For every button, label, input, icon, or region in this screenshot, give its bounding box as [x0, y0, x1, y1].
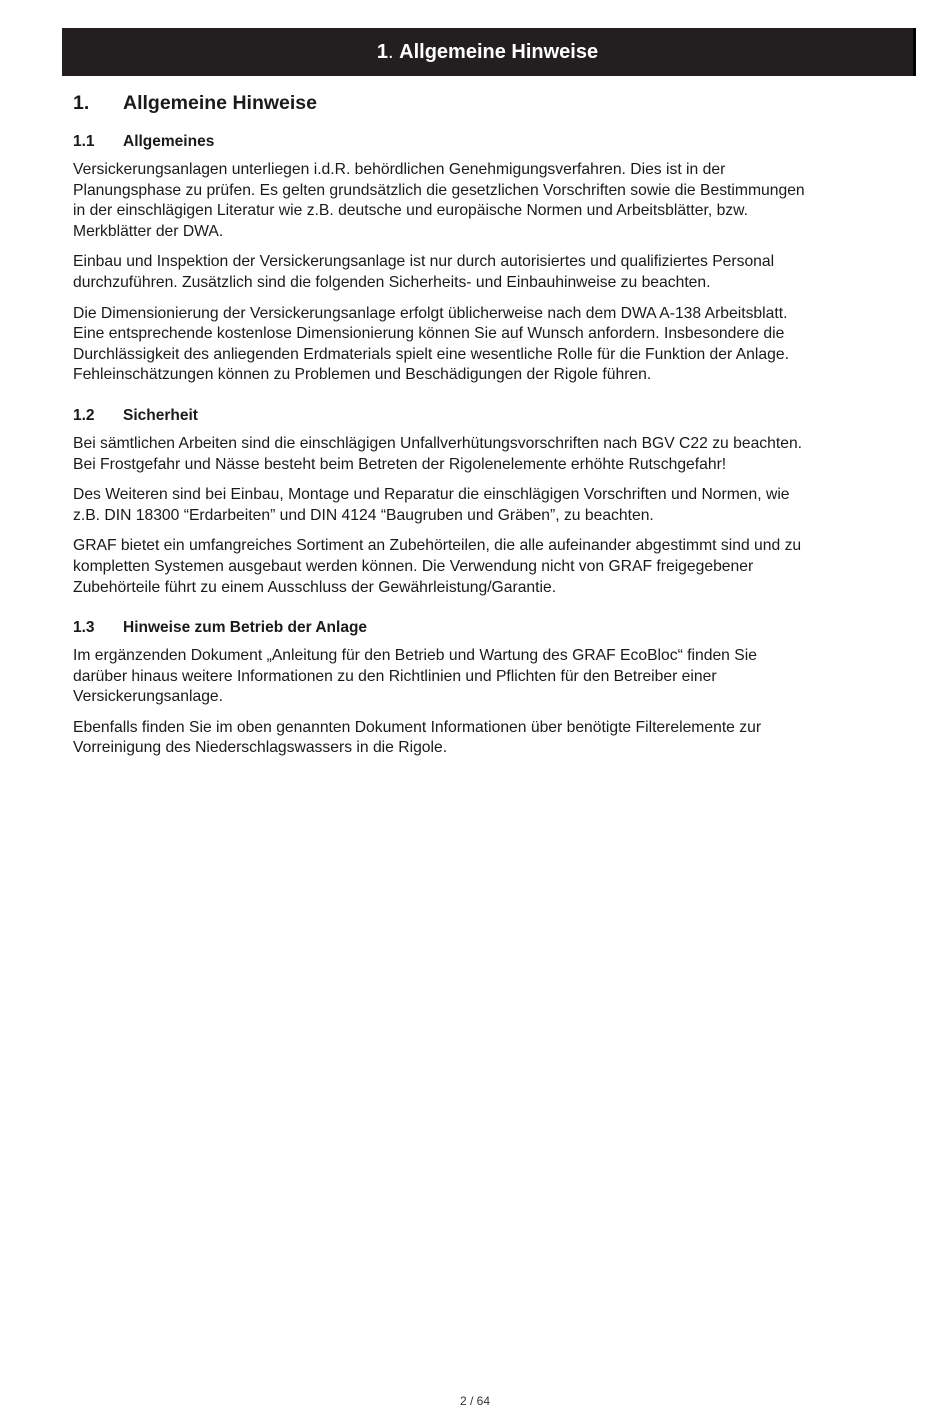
section-sicherheit: [73, 407, 902, 598]
chapter-heading: [73, 92, 902, 115]
section-heading: [73, 407, 902, 425]
paragraph: Versickerungsanlagen unterliegen i.d.R. behördlichen Genehmigungsverfahren. Dies ist in der Planungsphase zu prüfen. Es gelten grundsätzlich die gesetzlichen Vorschriften sowie die Bestimmungen in der einschlägigen Literatur wie z.B. deutsche und europäische Normen und Arbeitsblätter, bzw. Merkblätter der DWA.: [73, 161, 805, 240]
paragraph: Einbau und Inspektion der Versickerungsanlage ist nur durch autorisiertes und qualifiziertes Personal durchzuführen. Zusätzlich sind die folgenden Sicherheits- und Einbauhinweise zu beachten.: [73, 253, 775, 291]
paragraph: GRAF bietet ein umfangreiches Sortiment an Zubehörteilen, die alle aufeinander abgestimmt sind und zu kompletten Systemen ausgebaut werden können. Die Verwendung nicht von GRAF freigegebener Zubehörteile führt zu einem Ausschluss der Gewährleistung/Garantie.: [73, 537, 802, 596]
section-allgemeines: [73, 133, 902, 386]
section-title: Hinweise zum Betrieb der Anlage: [123, 619, 368, 637]
page-number: 2 / 64: [459, 1394, 491, 1408]
section-title: Sicherheit: [123, 406, 198, 424]
document-body: [73, 92, 902, 780]
section-heading: [73, 619, 902, 637]
banner-number: 1: [376, 40, 389, 63]
chapter-title: Allgemeine Hinweise: [123, 92, 317, 114]
paragraph: Ebenfalls finden Sie im oben genannten Dokument Informationen über benötigte Filterelemente zur Vorreinigung des Niederschlagswassers in die Rigole.: [73, 718, 762, 757]
section-number: 1.2: [73, 406, 95, 424]
paragraph: Des Weiteren sind bei Einbau, Montage und Reparatur die einschlägigen Vorschriften und Normen, wie z.B. DIN 18300 “Erdarbeiten” und DIN 4124 “Baugruben und Gräben”, zu beachten.: [73, 486, 790, 524]
paragraph: Bei sämtlichen Arbeiten sind die einschlägigen Unfallverhütungsvorschriften nach BGV C22 zu beachten. Bei Frostgefahr und Nässe besteht beim Betreten der Rigolenelemente erhöhte Rutschgefahr!: [73, 434, 803, 473]
paragraph: Im ergänzenden Dokument „Anleitung für den Betrieb und Wartung des GRAF EcoBloc“ finden Sie darüber hinaus weitere Informationen zu den Richtlinien und Pflichten für den Betreiber einer Versickerungsanlage.: [73, 647, 757, 706]
section-betrieb: [73, 619, 902, 759]
section-number: 1.3: [73, 619, 95, 637]
section-heading: [73, 133, 902, 151]
paragraph: Die Dimensionierung der Versickerungsanlage erfolgt üblicherweise nach dem DWA A-138 Arbeitsblatt. Eine entsprechende kostenlose Dimensionierung können Sie auf Wunsch anfordern. Insbesondere die Durchlässigkeit des anliegenden Erdmaterials spielt eine wesentliche Rolle für die Funktion der Anlage. Fehleinschätzungen können zu Problemen und Beschädigungen der Rigole führen.: [73, 304, 789, 384]
chapter-number: 1.: [73, 92, 90, 114]
section-number: 1.1: [73, 133, 95, 150]
section-title: Allgemeines: [123, 133, 215, 150]
chapter-banner: [62, 28, 916, 76]
banner-separator: .: [388, 40, 394, 63]
banner-title: Allgemeine Hinweise: [399, 40, 599, 63]
